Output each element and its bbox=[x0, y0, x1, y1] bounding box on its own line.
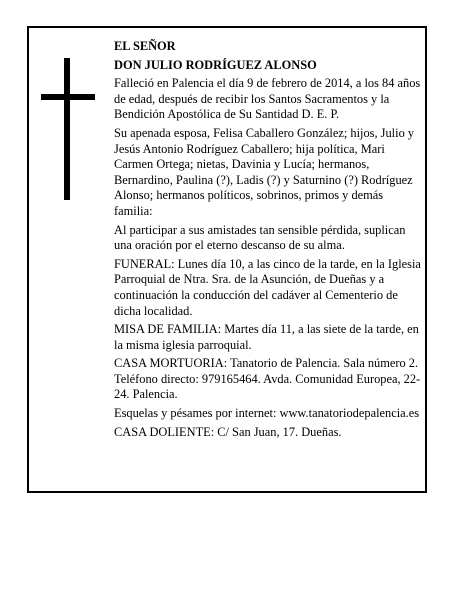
family-home-address: CASA DOLIENTE: C/ San Juan, 17. Dueñas. bbox=[114, 424, 342, 439]
funeral-info: FUNERAL: Lunes día 10, a las cinco de la tarde, en la Iglesia Parroquial de Ntra. Sra. de la Asunción, de Dueñas y a continuación la conducción del cadáver al Cementerio de dicha localidad. bbox=[114, 256, 421, 318]
cross-horizontal-bar bbox=[41, 94, 95, 100]
online-condolences: Esquelas y pésames por internet: www.tanatoriodepalencia.es bbox=[114, 406, 420, 421]
funeral-home-info: CASA MORTUORIA: Tanatorio de Palencia. Sala número 2. Teléfono directo: 979165464. Avda. Comunidad Europea, 22-24. Palencia. bbox=[114, 356, 421, 402]
obituary-notice bbox=[27, 26, 427, 493]
death-announcement: Falleció en Palencia el día 9 de febrero de 2014, a los 84 años de edad, después de recibir los Santos Sacramentos y la Bendición Apostólica de Su Santidad D. E. P. bbox=[114, 76, 421, 122]
notice-text bbox=[114, 39, 422, 443]
family-list: Su apenada esposa, Felisa Caballero González; hijos, Julio y Jesús Antonio Rodríguez Caballero; hija política, Mari Carmen Ortega; nietas, Davinia y Lucía; hermanos, Bernardino, Paulina (?), Ladis (?) y Saturnino (?) Rodríguez Alonso; hermanos políticos, sobrinos, primos y demás familia: bbox=[114, 125, 415, 218]
prayer-request: Al participar a sus amistades tan sensible pérdida, suplican una oración por el eterno descanso de su alma. bbox=[114, 222, 406, 253]
title-line-1: EL SEÑOR bbox=[114, 39, 176, 53]
deceased-name: DON JULIO RODRÍGUEZ ALONSO bbox=[114, 57, 317, 72]
cross-vertical-bar bbox=[64, 58, 70, 200]
cross-icon bbox=[41, 58, 95, 200]
family-mass-info: MISA DE FAMILIA: Martes día 11, a las siete de la tarde, en la misma iglesia parroquial. bbox=[114, 322, 419, 352]
